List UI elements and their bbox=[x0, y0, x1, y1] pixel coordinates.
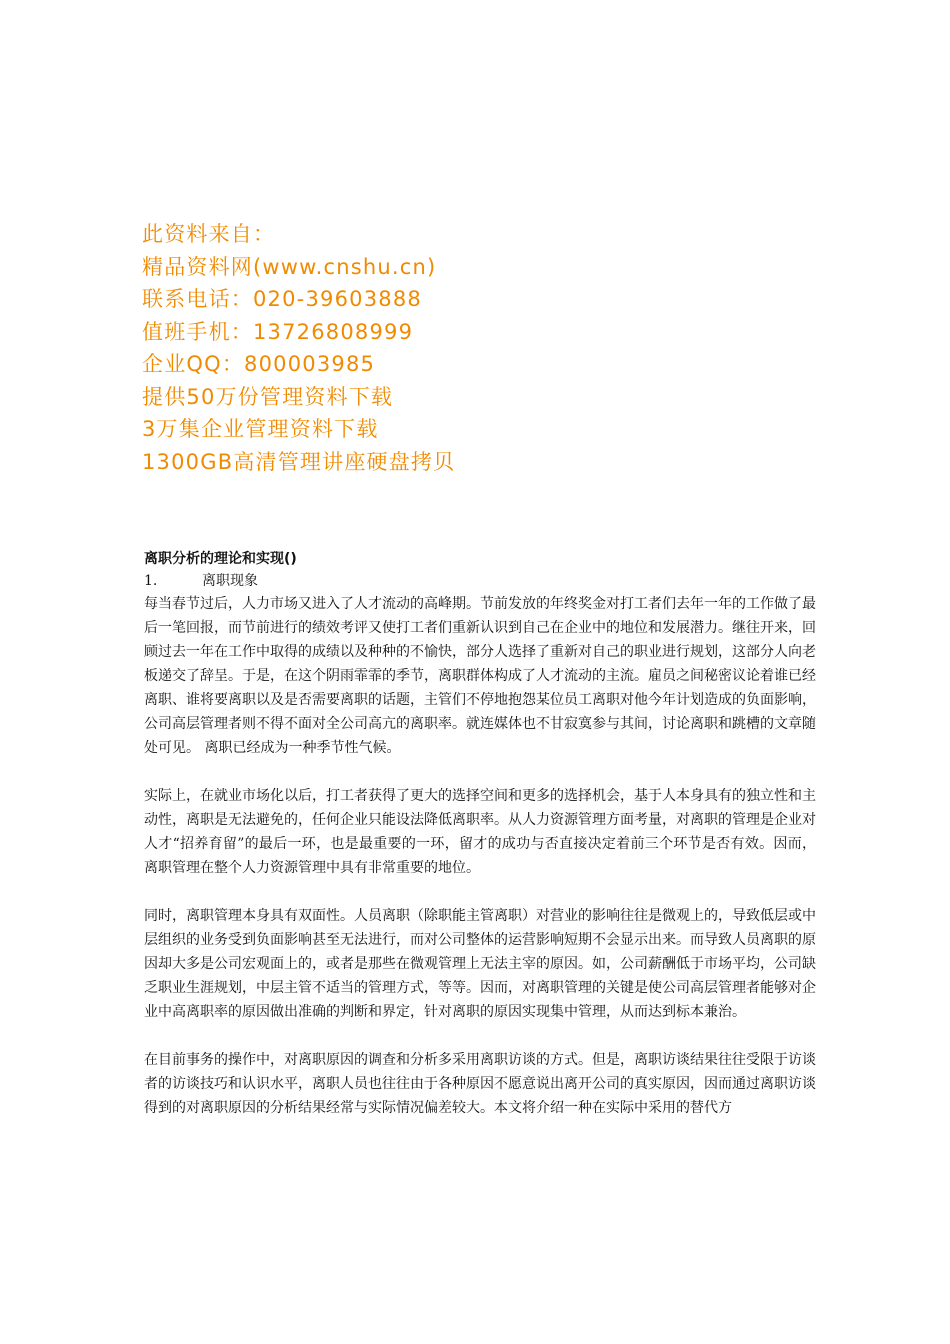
article-title: 离职分析的理论和实现() bbox=[144, 551, 297, 567]
paragraph-4: 在目前事务的操作中，对离职原因的调查和分析多采用离职访谈的方式。但是，离职访谈结果往往受限于访谈者的访谈技巧和认识水平，离职人员也往往由于各种原因不愿意说出离开公司的真实原因，因而通过离职访谈得到的对离职原因的分析结果经常与实际情况偏差较大。本文将介绍一种在实际中采用的替代方 bbox=[144, 1052, 816, 1116]
section-heading bbox=[144, 570, 816, 592]
promo-website-line: 精品资料网(www.cnshu.cn) bbox=[142, 254, 437, 279]
paragraph-2: 实际上，在就业市场化以后，打工者获得了更大的选择空间和更多的选择机会，基于人本身具有的独立性和主动性，离职是无法避免的，任何企业只能设法降低离职率。从人力资源管理方面考量，对离职的管理是企业对人才“招养育留”的最后一环，也是最重要的一环，留才的成功与否直接决定着前三个环节是否有效。因而，离职管理在整个人力资源管理中具有非常重要的地位。 bbox=[144, 788, 816, 876]
promo-offer-line: 提供50万份管理资料下载 bbox=[142, 384, 394, 409]
promo-phone-line: 联系电话：020-39603888 bbox=[142, 287, 422, 311]
paragraph-3: 同时，离职管理本身具有双面性。人员离职（除职能主管离职）对营业的影响往往是微观上的，导致低层或中层组织的业务受到负面影响甚至无法进行，而对公司整体的运营影响短期不会显示出来。而导致人员离职的原因却大多是公司宏观面上的，或者是那些在微观管理上无法主宰的原因。如，公司薪酬低于市场平均，公司缺乏职业生涯规划，中层主管不适当的管理方式，等等。因而，对离职管理的关键是使公司高层管理者能够对企业中高离职率的原因做出准确的判断和界定，针对离职的原因实现集中管理，从而达到标本兼治。 bbox=[144, 908, 816, 1020]
paragraph-spacer bbox=[144, 880, 816, 904]
promo-mobile-line: 值班手机：13726808999 bbox=[142, 319, 414, 344]
promo-qq-line: 企业QQ：800003985 bbox=[142, 352, 376, 376]
paragraph-spacer bbox=[144, 760, 816, 784]
promo-video-line: 3万集企业管理资料下载 bbox=[142, 417, 379, 441]
promo-block bbox=[142, 218, 455, 478]
section-label: 离职现象 bbox=[202, 573, 258, 589]
paragraph-1: 每当春节过后，人力市场又进入了人才流动的高峰期。节前发放的年终奖金对打工者们去年一年的工作做了最后一笔回报，而节前进行的绩效考评又使打工者们重新认识到自己在企业中的地位和发展潜力。继往开来，回顾过去一年在工作中取得的成绩以及种种的不愉快，部分人选择了重新对自己的职业进行规划，这部分人向老板递交了辞呈。于是，在这个阴雨霏霏的季节，离职群体构成了人才流动的主流。雇员之间秘密议论着谁已经离职、谁将要离职以及是否需要离职的话题，主管们不停地抱怨某位员工离职对他今年计划造成的负面影响，公司高层管理者则不得不面对全公司高亢的离职率。就连媒体也不甘寂寞参与其间，讨论离职和跳槽的文章随处可见。 离职已经成为一种季节性气候。 bbox=[144, 596, 816, 756]
section-number: 1. bbox=[144, 573, 158, 589]
promo-lecture-line: 1300GB高清管理讲座硬盘拷贝 bbox=[142, 449, 456, 474]
article-body bbox=[144, 548, 816, 1120]
paragraph-spacer bbox=[144, 1024, 816, 1048]
promo-source-line: 此资料来自： bbox=[142, 222, 276, 246]
